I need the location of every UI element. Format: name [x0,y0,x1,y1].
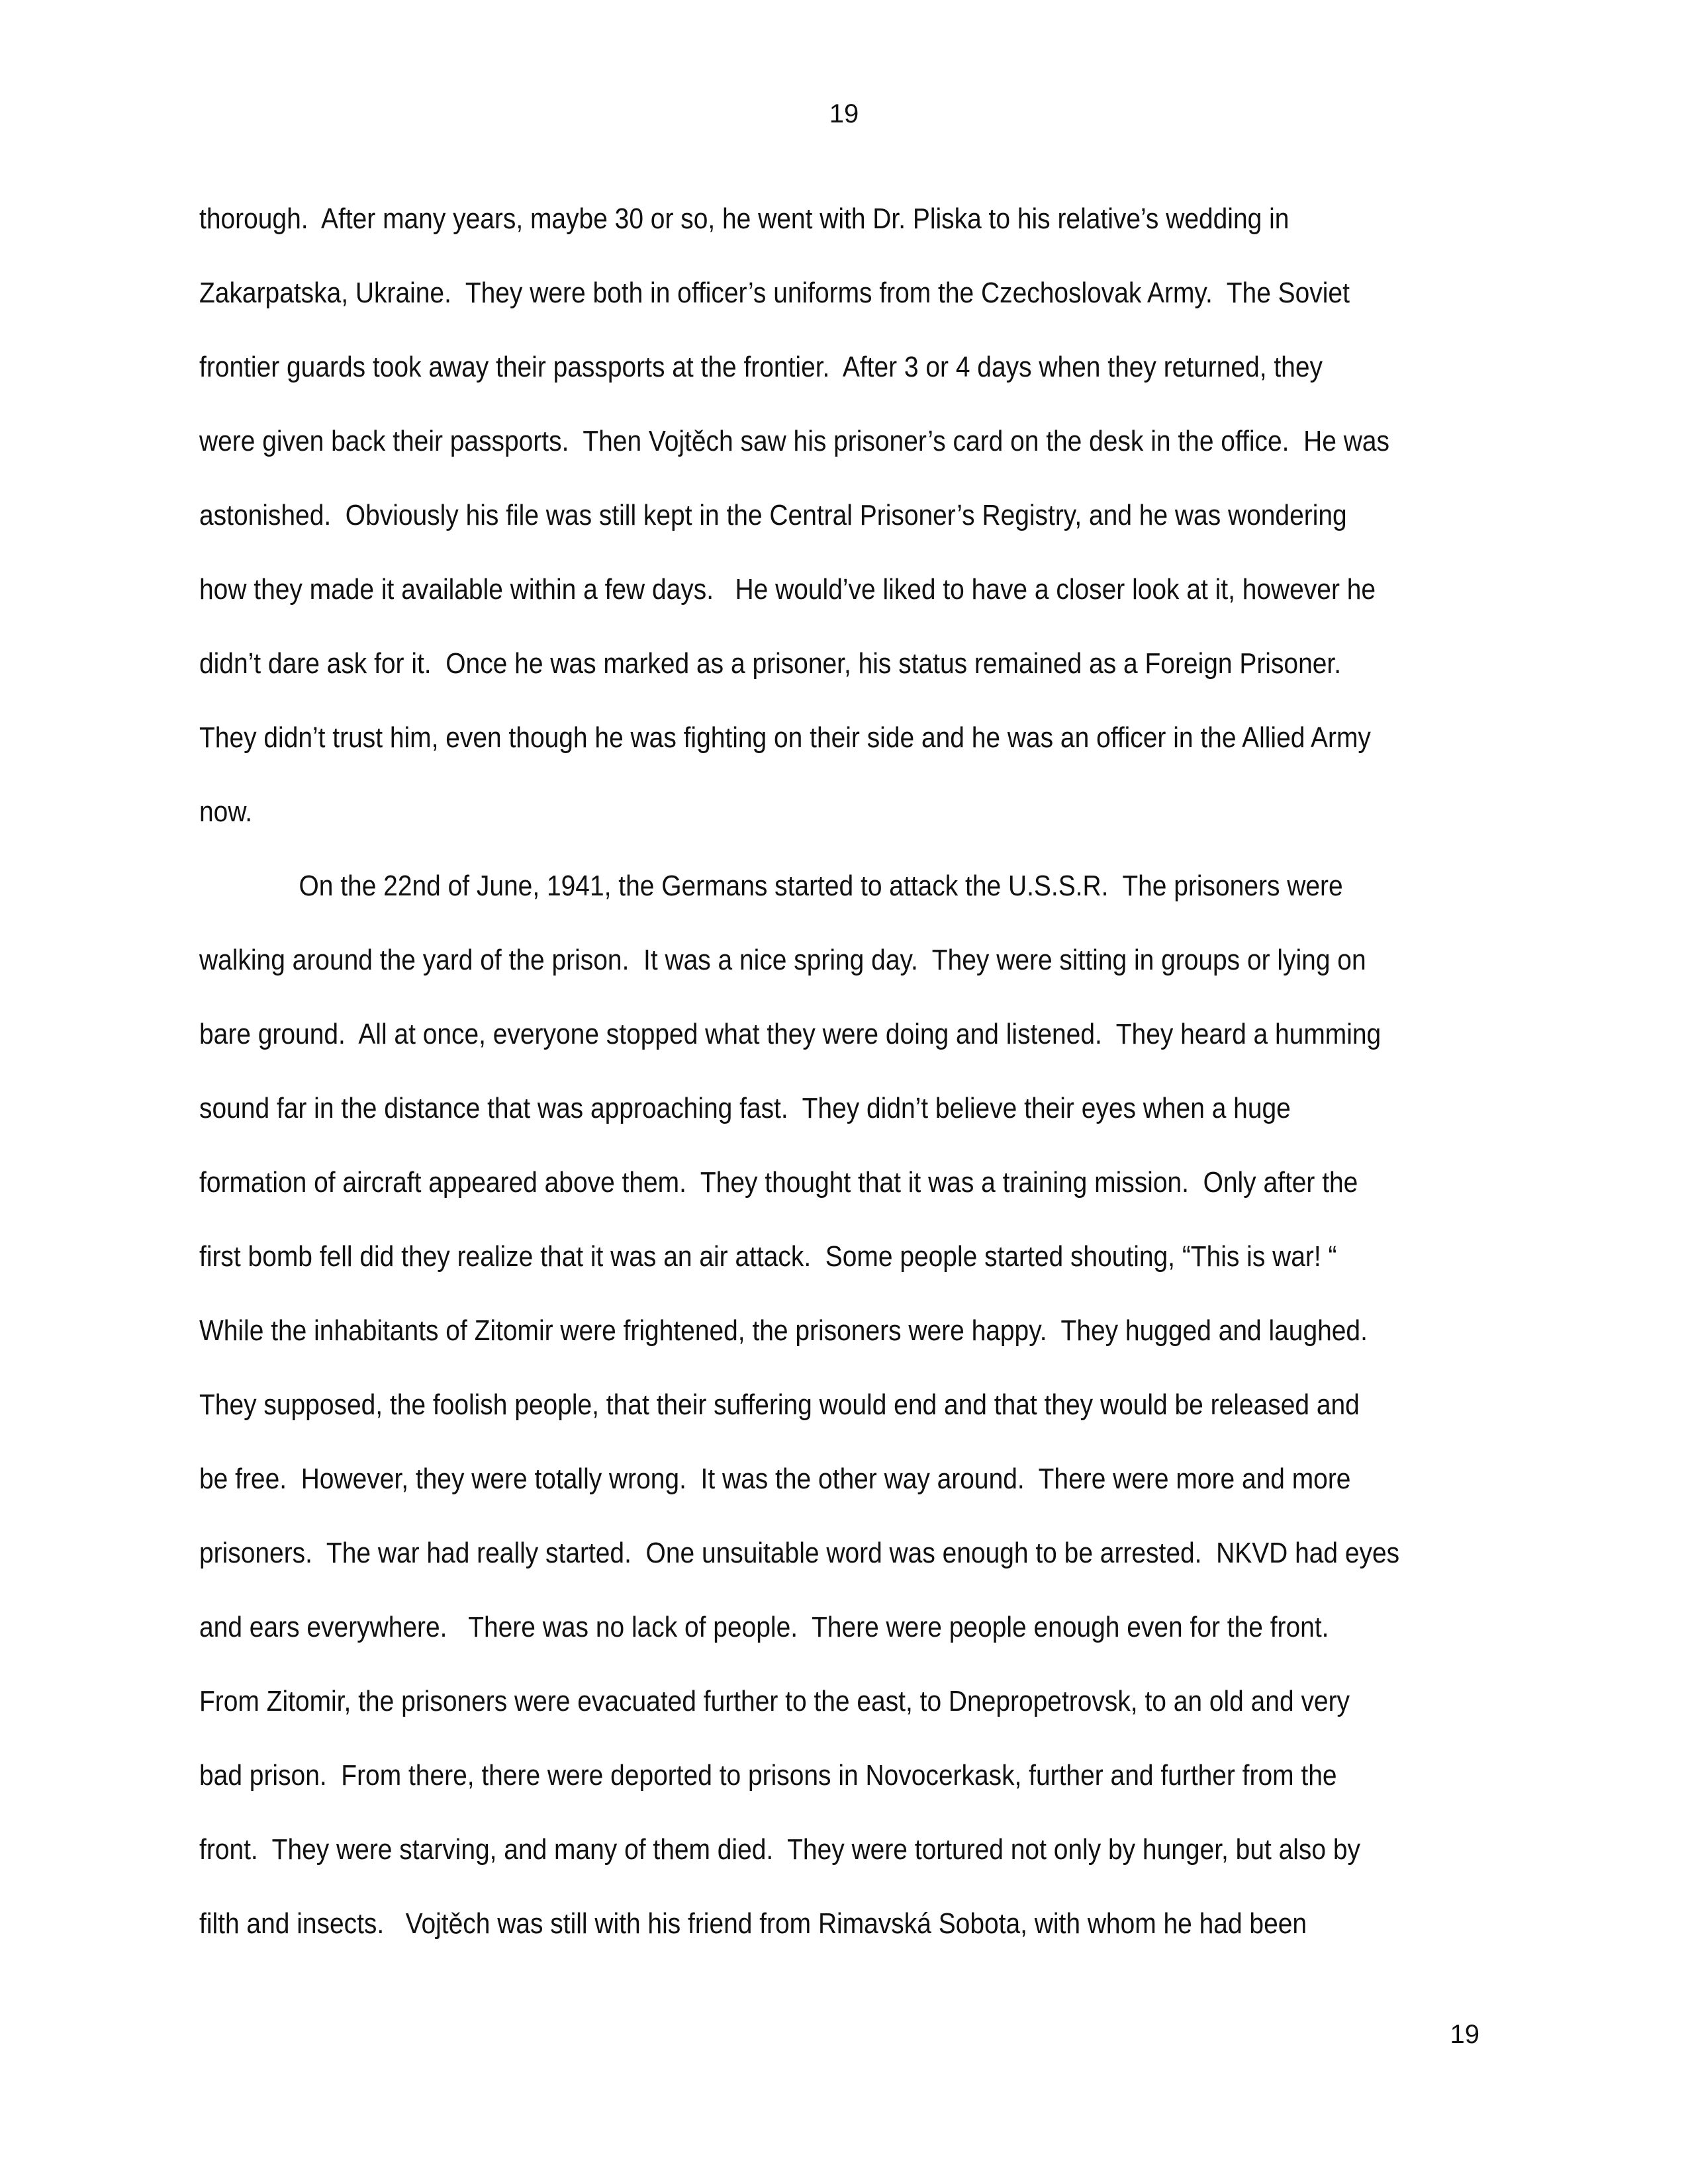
text-line: walking around the yard of the prison. It was a nice spring day. They were sitting in groups or lying on [199,944,1366,976]
footer-page-number: 19 [1450,2020,1479,2049]
text-line: bad prison. From there, there were deported to prisons in Novocerkask, further and further from the [199,1759,1337,1792]
text-line: how they made it available within a few days. He would’ve liked to have a closer look at it, however he [199,573,1376,606]
text-line: were given back their passports. Then Vojtěch saw his prisoner’s card on the desk in the office. He was [199,425,1389,457]
paragraph [199,182,1488,849]
text-line: didn’t dare ask for it. Once he was marked as a prisoner, his status remained as a Foreign Prisoner. [199,647,1342,680]
text-line: While the inhabitants of Zitomir were frightened, the prisoners were happy. They hugged and laughed. [199,1314,1368,1347]
text-line: thorough. After many years, maybe 30 or so, he went with Dr. Pliska to his relative’s wedding in [199,203,1289,235]
text-line: be free. However, they were totally wrong. It was the other way around. There were more and more [199,1463,1351,1495]
header-page-number: 19 [829,99,859,128]
text-line: frontier guards took away their passports at the frontier. After 3 or 4 days when they returned, they [199,351,1323,383]
text-line: first bomb fell did they realize that it was an air attack. Some people started shouting, “This is war! “ [199,1240,1337,1273]
text-line: front. They were starving, and many of them died. They were tortured not only by hunger, but also by [199,1833,1361,1866]
text-line: Zakarpatska, Ukraine. They were both in officer’s uniforms from the Czechoslovak Army. The Soviet [199,277,1350,309]
text-line: prisoners. The war had really started. One unsuitable word was enough to be arrested. NKVD had eyes [199,1537,1400,1569]
text-line: formation of aircraft appeared above them. They thought that it was a training mission. Only after the [199,1166,1358,1199]
text-line: now. [199,796,253,828]
text-line: sound far in the distance that was approaching fast. They didn’t believe their eyes when a huge [199,1092,1291,1124]
body-text [199,182,1488,1961]
text-line: bare ground. All at once, everyone stopped what they were doing and listened. They heard a humming [199,1018,1382,1050]
text-line: and ears everywhere. There was no lack of people. There were people enough even for the front. [199,1611,1329,1643]
text-line: From Zitomir, the prisoners were evacuated further to the east, to Dnepropetrovsk, to an old and very [199,1685,1350,1717]
text-line: astonished. Obviously his file was still kept in the Central Prisoner’s Registry, and he was wondering [199,499,1347,531]
paragraph [199,849,1488,1961]
text-line: On the 22nd of June, 1941, the Germans started to attack the U.S.S.R. The prisoners were [299,870,1343,902]
text-line: filth and insects. Vojtěch was still with his friend from Rimavská Sobota, with whom he had been [199,1907,1307,1940]
text-line: They didn’t trust him, even though he was fighting on their side and he was an officer in the Allied Army [199,721,1371,754]
text-line: They supposed, the foolish people, that their suffering would end and that they would be released and [199,1388,1360,1421]
